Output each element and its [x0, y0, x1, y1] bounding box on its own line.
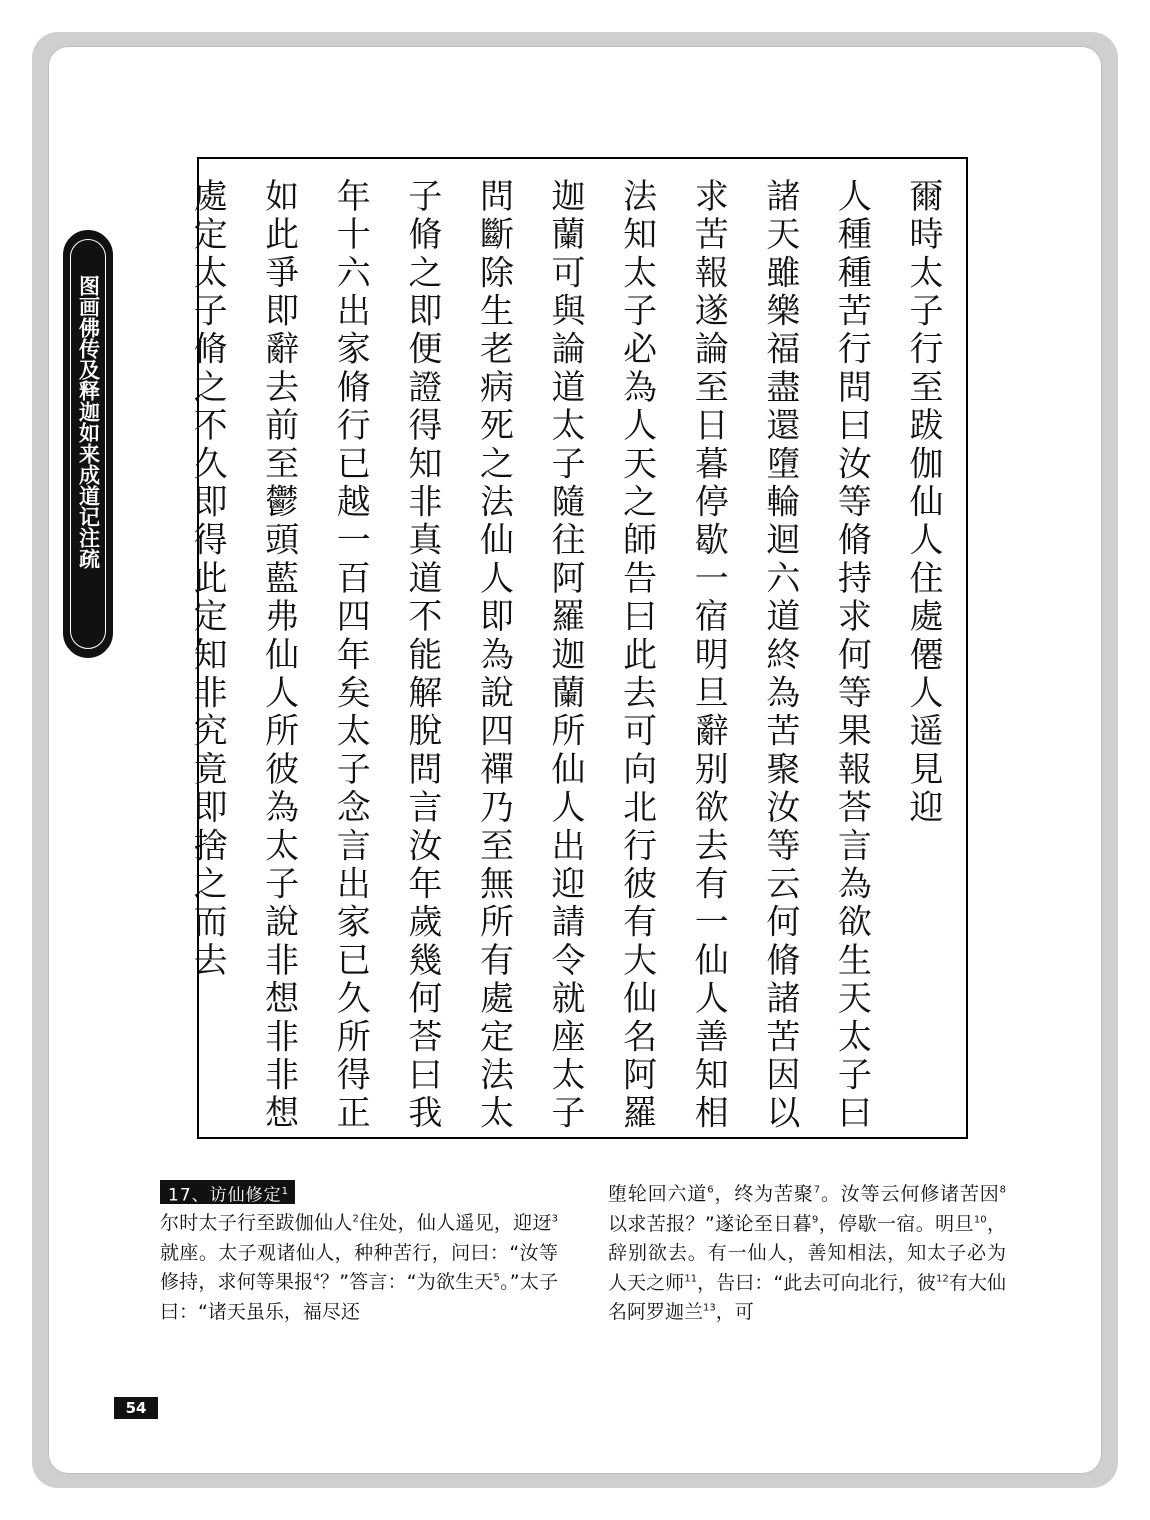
annotation-text: 有大仙名阿罗迦兰: [608, 1271, 1006, 1323]
annotation-text: 堕轮回六道: [608, 1183, 708, 1205]
annotation-text: 以求苦报？”遂论至日暮: [608, 1212, 813, 1235]
footnote-ref: 2: [352, 1213, 359, 1225]
annotation-text: 就座。太子观诸仙人，种种苦行，问曰：“汝等修持，求何等果报: [160, 1241, 558, 1293]
annotation-text: 。汝等云何修诸苦因: [820, 1183, 1000, 1205]
side-title-tab: [63, 230, 113, 658]
footnote-ref: 11: [684, 1273, 698, 1285]
calligraphy-text: [187, 178, 958, 1138]
annotation-left-column: [160, 1209, 558, 1327]
calligraphy-column: 諸天雖樂福盡還墮輪迴六道終為苦聚汝等云何脩諸苦因以: [759, 178, 800, 1133]
calligraphy-column: 處定太子脩之不久即得此定知非究竟即捨之而去: [187, 178, 228, 981]
footnote-ref: 10: [973, 1214, 987, 1226]
annotation-text: ，可: [715, 1301, 754, 1323]
calligraphy-column: 人種種苦行問曰汝等脩持求何等果報荅言為欲生天太子曰: [831, 178, 872, 1133]
calligraphy-column: 爾時太子行至跋伽仙人住處僊人遥見迎: [903, 178, 943, 828]
calligraphy-column: 迦蘭可與論道太子隨往阿羅迦蘭所仙人出迎請令就座太子: [545, 178, 586, 1133]
footnote-ref: 8: [999, 1184, 1006, 1196]
annotation-text: 住处，仙人遥见，迎迓: [358, 1212, 552, 1234]
footnote-ref: 5: [493, 1272, 500, 1284]
annotation-text: 尔时太子行至跋伽仙人: [160, 1212, 353, 1234]
footnote-ref: 12: [936, 1273, 949, 1285]
section-note-ref: 1: [281, 1186, 290, 1197]
footnote-ref: 13: [703, 1302, 716, 1314]
calligraphy-column: 子脩之即便證得知非真道不能解脫問言汝年歲幾何荅曰我: [401, 178, 442, 1133]
calligraphy-column: 年十六出家脩行已越一百四年矣太子念言出家已久所得正: [330, 178, 371, 1133]
annotation-text: 。”太子曰：“诸天虽乐，福尽还: [160, 1271, 558, 1323]
section-title: 访仙修定: [209, 1185, 282, 1206]
annotation-text: ，辞别欲去。有一仙人，善知相法，知太子必为人天之师: [608, 1212, 1006, 1294]
footnote-ref: 9: [812, 1214, 819, 1226]
calligraphy-column: 如此爭即辭去前至鬱頭藍弗仙人所彼為太子說非想非非想: [258, 178, 299, 1133]
annotation-text: ？”答言：“为欲生天: [319, 1271, 494, 1293]
page-number: 54: [114, 1397, 158, 1419]
calligraphy-column: 法知太子必為人天之師告曰此去可向北行彼有大仙名阿羅: [616, 178, 657, 1133]
calligraphy-column: 問斷除生老病死之法仙人即為說四禪乃至無所有處定法太: [473, 178, 514, 1133]
book-title: 图画佛传及释迦如来成道记注疏: [76, 275, 101, 569]
footnote-ref: 4: [313, 1272, 320, 1284]
annotation-text: ，终为苦聚: [713, 1183, 814, 1205]
annotation-text: ，停歇一宿。明旦: [818, 1212, 974, 1235]
footnote-ref: 3: [551, 1213, 558, 1225]
annotation-text: ，告曰：“此去可向北行，彼: [697, 1271, 937, 1294]
section-number: 17、: [168, 1185, 210, 1206]
annotation-right-column: [608, 1180, 1006, 1328]
footnote-ref: 7: [813, 1184, 821, 1196]
section-heading: [160, 1180, 295, 1204]
calligraphy-column: 求苦報遂論至日暮停歇一宿明旦辭别欲去有一仙人善知相: [688, 178, 729, 1133]
footnote-ref: 6: [707, 1184, 714, 1196]
